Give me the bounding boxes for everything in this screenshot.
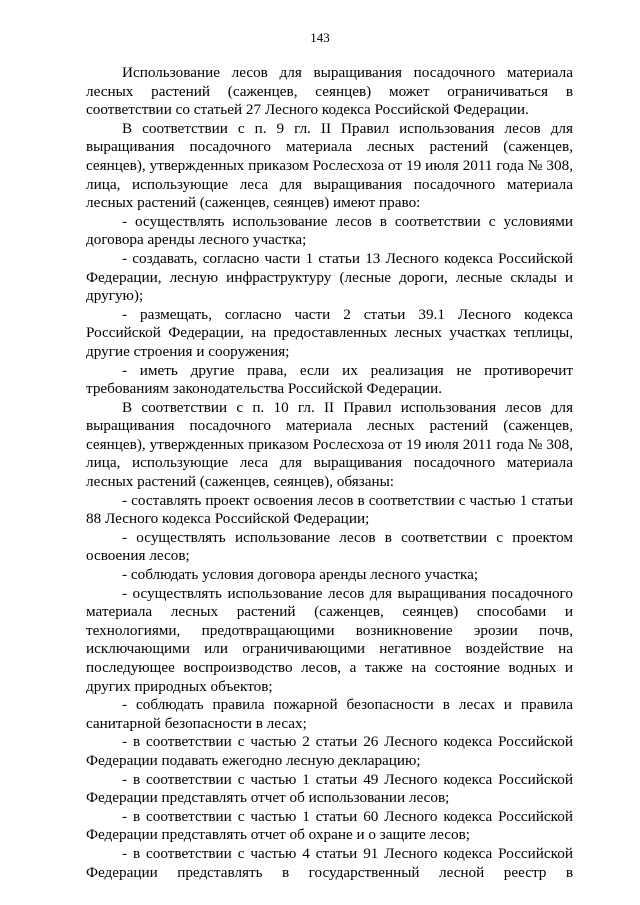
body-text xyxy=(86,64,573,882)
list-item-duty-fire-safety: - соблюдать правила пожарной безопасности в лесах и правила санитарной безопасности в лесах; xyxy=(86,696,573,732)
list-item-duty-project: - составлять проект освоения лесов в соответствии с частью 1 статьи 88 Лесного кодекса Российской Федерации; xyxy=(86,491,573,528)
list-item-right-other: - иметь другие права, если их реализация не противоречит требованиям законодательства Российской Федерации. xyxy=(86,361,573,398)
paragraph-usage-restriction: Использование лесов для выращивания посадочного материала лесных растений (саженцев, сеянцев) может ограничиваться в соответствии со статьей 27 Лесного кодекса Российской Федерации. xyxy=(86,64,573,119)
list-item-duty-use-per-project: - осуществлять использование лесов в соответствии с проектом освоения лесов; xyxy=(86,528,573,565)
list-item-right-use-lease: - осуществлять использование лесов в соответствии с условиями договора аренды лесного участка; xyxy=(86,212,573,249)
list-item-duty-usage-report: - в соответствии с частью 1 статьи 49 Лесного кодекса Российской Федерации представлять отчет об использовании лесов; xyxy=(86,770,573,807)
list-item-right-greenhouses: - размещать, согласно части 2 статьи 39.1 Лесного кодекса Российской Федерации, на предоставленных лесных участках теплицы, другие строения и сооружения; xyxy=(86,305,573,360)
list-item-duty-declaration: - в соответствии с частью 2 статьи 26 Лесного кодекса Российской Федерации подавать ежегодно лесную декларацию; xyxy=(86,733,573,769)
list-item-duty-erosion: - осуществлять использование лесов для выращивания посадочного материала лесных растений (саженцев, сеянцев) способами и технологиями, предотвращающими возникновение эрозии почв, исключающими или ограничивающими негативное воздействие на последующее воспроизводство лесов, а также на состояние водных и других природных объектов; xyxy=(86,584,573,695)
list-item-duty-protection-report: - в соответствии с частью 1 статьи 60 Лесного кодекса Российской Федерации представлять отчет об охране и о защите лесов; xyxy=(86,807,573,844)
paragraph-rights-intro: В соответствии с п. 9 гл. II Правил использования лесов для выращивания посадочного материала лесных растений (саженцев, сеянцев), утвержденных приказом Рослесхоза от 19 июля 2011 года № 308, лица, использующие леса для выращивания посадочного материала лесных растений (саженцев, сеянцев) имеют право: xyxy=(86,119,573,212)
list-item-duty-lease-terms: - соблюдать условия договора аренды лесного участка; xyxy=(122,566,479,584)
list-item-right-infrastructure: - создавать, согласно части 1 статьи 13 Лесного кодекса Российской Федерации, лесную инфраструктуру (лесные дороги, лесные склады и другую); xyxy=(86,249,573,305)
page-number: 143 xyxy=(310,30,330,45)
list-item-duty-registry: - в соответствии с частью 4 статьи 91 Лесного кодекса Российской Федерации представлять в государственный лесной реестр в xyxy=(86,844,573,881)
paragraph-obligations-intro: В соответствии с п. 10 гл. II Правил использования лесов для выращивания посадочного материала лесных растений (саженцев, сеянцев), утвержденных приказом Рослесхоза от 19 июля 2011 года № 308, лица, использующие леса для выращивания посадочного материала лесных растений (саженцев, сеянцев), обязаны: xyxy=(86,398,573,491)
